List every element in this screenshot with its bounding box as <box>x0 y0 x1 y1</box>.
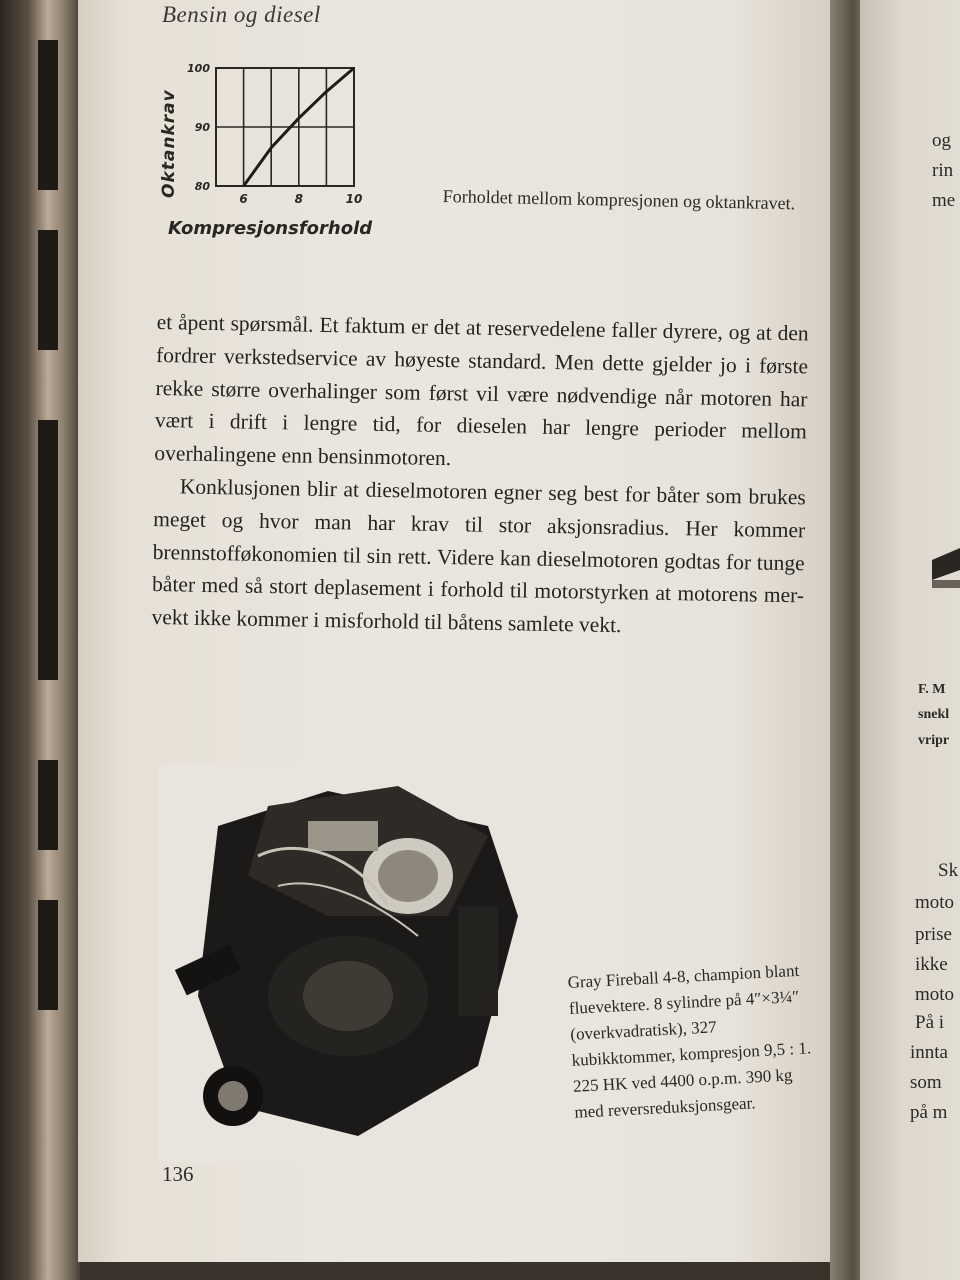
right-page-caption-line: vripr <box>918 733 950 748</box>
chart-x-tick-label: 8 <box>294 192 303 206</box>
right-page-caption-line: snekl <box>918 707 950 722</box>
chart-y-tick-label: 100 <box>187 62 210 75</box>
right-page-line: På i <box>915 1012 945 1033</box>
right-page-line: som <box>910 1072 942 1093</box>
right-page-line: me <box>932 190 956 211</box>
right-page-line: rin <box>932 160 954 181</box>
book-spine <box>0 0 80 1280</box>
chart-y-axis-label: Oktankrav <box>159 89 179 198</box>
chart-x-tick-label: 10 <box>345 192 363 206</box>
right-page <box>860 0 960 1280</box>
chart-x-tick-label: 6 <box>239 192 248 206</box>
chart-y-tick-label: 90 <box>194 121 210 134</box>
right-page-line: innta <box>910 1042 948 1063</box>
page-number: 136 <box>162 1162 194 1186</box>
right-page-caption-line: F. M <box>918 682 946 697</box>
right-page-line: moto <box>915 984 955 1005</box>
right-page-line: ikke <box>915 954 948 975</box>
chart-y-tick-label: 80 <box>194 180 210 193</box>
chart-caption: Forholdet mellom kompresjonen og oktankravet. <box>442 185 796 214</box>
body-text <box>151 306 809 645</box>
right-page-figure <box>932 540 960 600</box>
right-page-line: Sk <box>938 860 959 881</box>
right-page-line: på m <box>910 1102 948 1123</box>
right-page-line: moto <box>915 892 955 913</box>
right-page-line: prise <box>915 924 952 945</box>
right-page-line: og <box>932 130 951 151</box>
octane-chart <box>150 58 420 248</box>
running-header: Bensin og diesel <box>162 2 321 27</box>
paragraph: Konklusjonen blir at dieselmotoren egner seg best for båter som brukes meget og hvor man har krav til stor aksjonsradius. Her kommer brennstofføkonomien til sin rett. Videre kan dieselmotoren godtas for tunge båter med så stort deplasement i forhold til motorstyrken at motorens mer-vekt ikke kommer i misforhold til båtens samlete vekt. <box>151 474 806 638</box>
paragraph: et åpent spørsmål. Et faktum er det at reservedelene faller dyrere, og at den fordrer verkstedservice av høyeste standard. Men dette gjelder jo i første rekke større overhalinger som først vil være nødvendige når motoren har vært i drift i lengre tid, for dieselen har lengre perioder mellom overhalingene enn bensinmotoren. <box>154 309 809 471</box>
engine-photo <box>158 766 534 1162</box>
chart-x-axis-label: Kompresjonsforhold <box>168 218 373 239</box>
photo-caption: Gray Fireball 4-8, champion blant fluevektere. 8 sylindre på 4″×3¼″ (overkvadratisk), 327 kubikktommer, kompresjon 9,5 : 1. 225 HK ved 4400 o.p.m. 390 kg med reversreduksjonsgear. <box>567 960 812 1122</box>
